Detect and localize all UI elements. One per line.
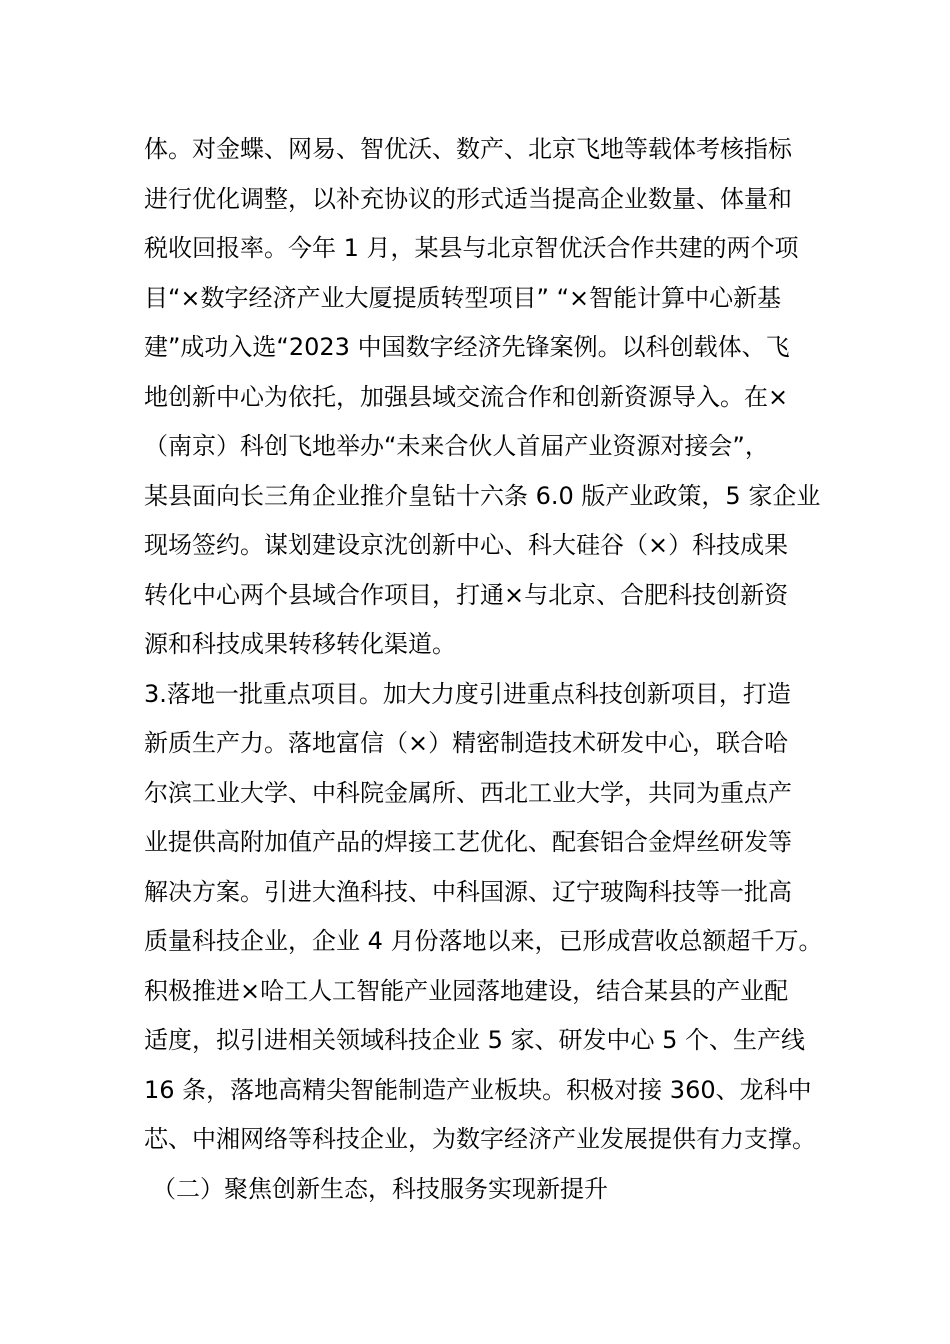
text-line-15: 业提供高附加值产品的焊接工艺优化、配套铝合金焊丝研发等	[144, 828, 792, 856]
text-line-17: 质量科技企业，企业 4 月份落地以来，已形成营收总额超千万。	[144, 927, 823, 955]
text-line-9: 现场签约。谋划建设京沈创新中心、科大硅谷（×）科技成果	[144, 531, 789, 559]
text-line-1: 体。对金蝶、网易、智优沃、数产、北京飞地等载体考核指标	[144, 135, 792, 163]
subsection-heading-2: （二）聚焦创新生态，科技服务实现新提升	[152, 1174, 608, 1203]
text-line-11: 源和科技成果转移转化渠道。	[144, 630, 456, 658]
text-line-2: 进行优化调整，以补充协议的形式适当提高企业数量、体量和	[144, 184, 792, 213]
text-line-19: 适度，拟引进相关领域科技企业 5 家、研发中心 5 个、生产线	[144, 1026, 806, 1054]
text-line-21: 芯、中湘网络等科技企业，为数字经济产业发展提供有力支撑。	[144, 1125, 816, 1153]
text-line-8: 某县面向长三角企业推介皇钻十六条 6.0 版产业政策，5 家企业	[144, 481, 821, 510]
section-heading-3: 3.落地一批重点项目。加大力度引进重点科技创新项目，打造	[144, 679, 791, 708]
text-line-4: 目“×数字经济产业大厦提质转型项目” “×智能计算中心新基	[144, 283, 782, 312]
text-line-6: 地创新中心为依托，加强县域交流合作和创新资源导入。在×	[144, 382, 789, 411]
text-line-3: 税收回报率。今年 1 月，某县与北京智优沃合作共建的两个项	[144, 234, 799, 262]
text-line-13: 新质生产力。落地富信（×）精密制造技术研发中心，联合哈	[144, 729, 789, 757]
text-line-7: （南京）科创飞地举办“未来合伙人首届产业资源对接会”，	[144, 432, 769, 460]
text-line-16: 解决方案。引进大渔科技、中科国源、辽宁玻陶科技等一批高	[144, 877, 792, 906]
body-text	[144, 125, 834, 1214]
text-line-5: 建”成功入选“2023 中国数字经济先锋案例。以科创载体、飞	[144, 333, 790, 361]
text-line-18: 积极推进×哈工人工智能产业园落地建设，结合某县的产业配	[144, 976, 789, 1005]
text-line-14: 尔滨工业大学、中科院金属所、西北工业大学，共同为重点产	[144, 778, 792, 807]
text-line-10: 转化中心两个县域合作项目，打通×与北京、合肥科技创新资	[144, 580, 789, 609]
text-line-20: 16 条，落地高精尖智能制造产业板块。积极对接 360、龙科中	[144, 1075, 812, 1104]
